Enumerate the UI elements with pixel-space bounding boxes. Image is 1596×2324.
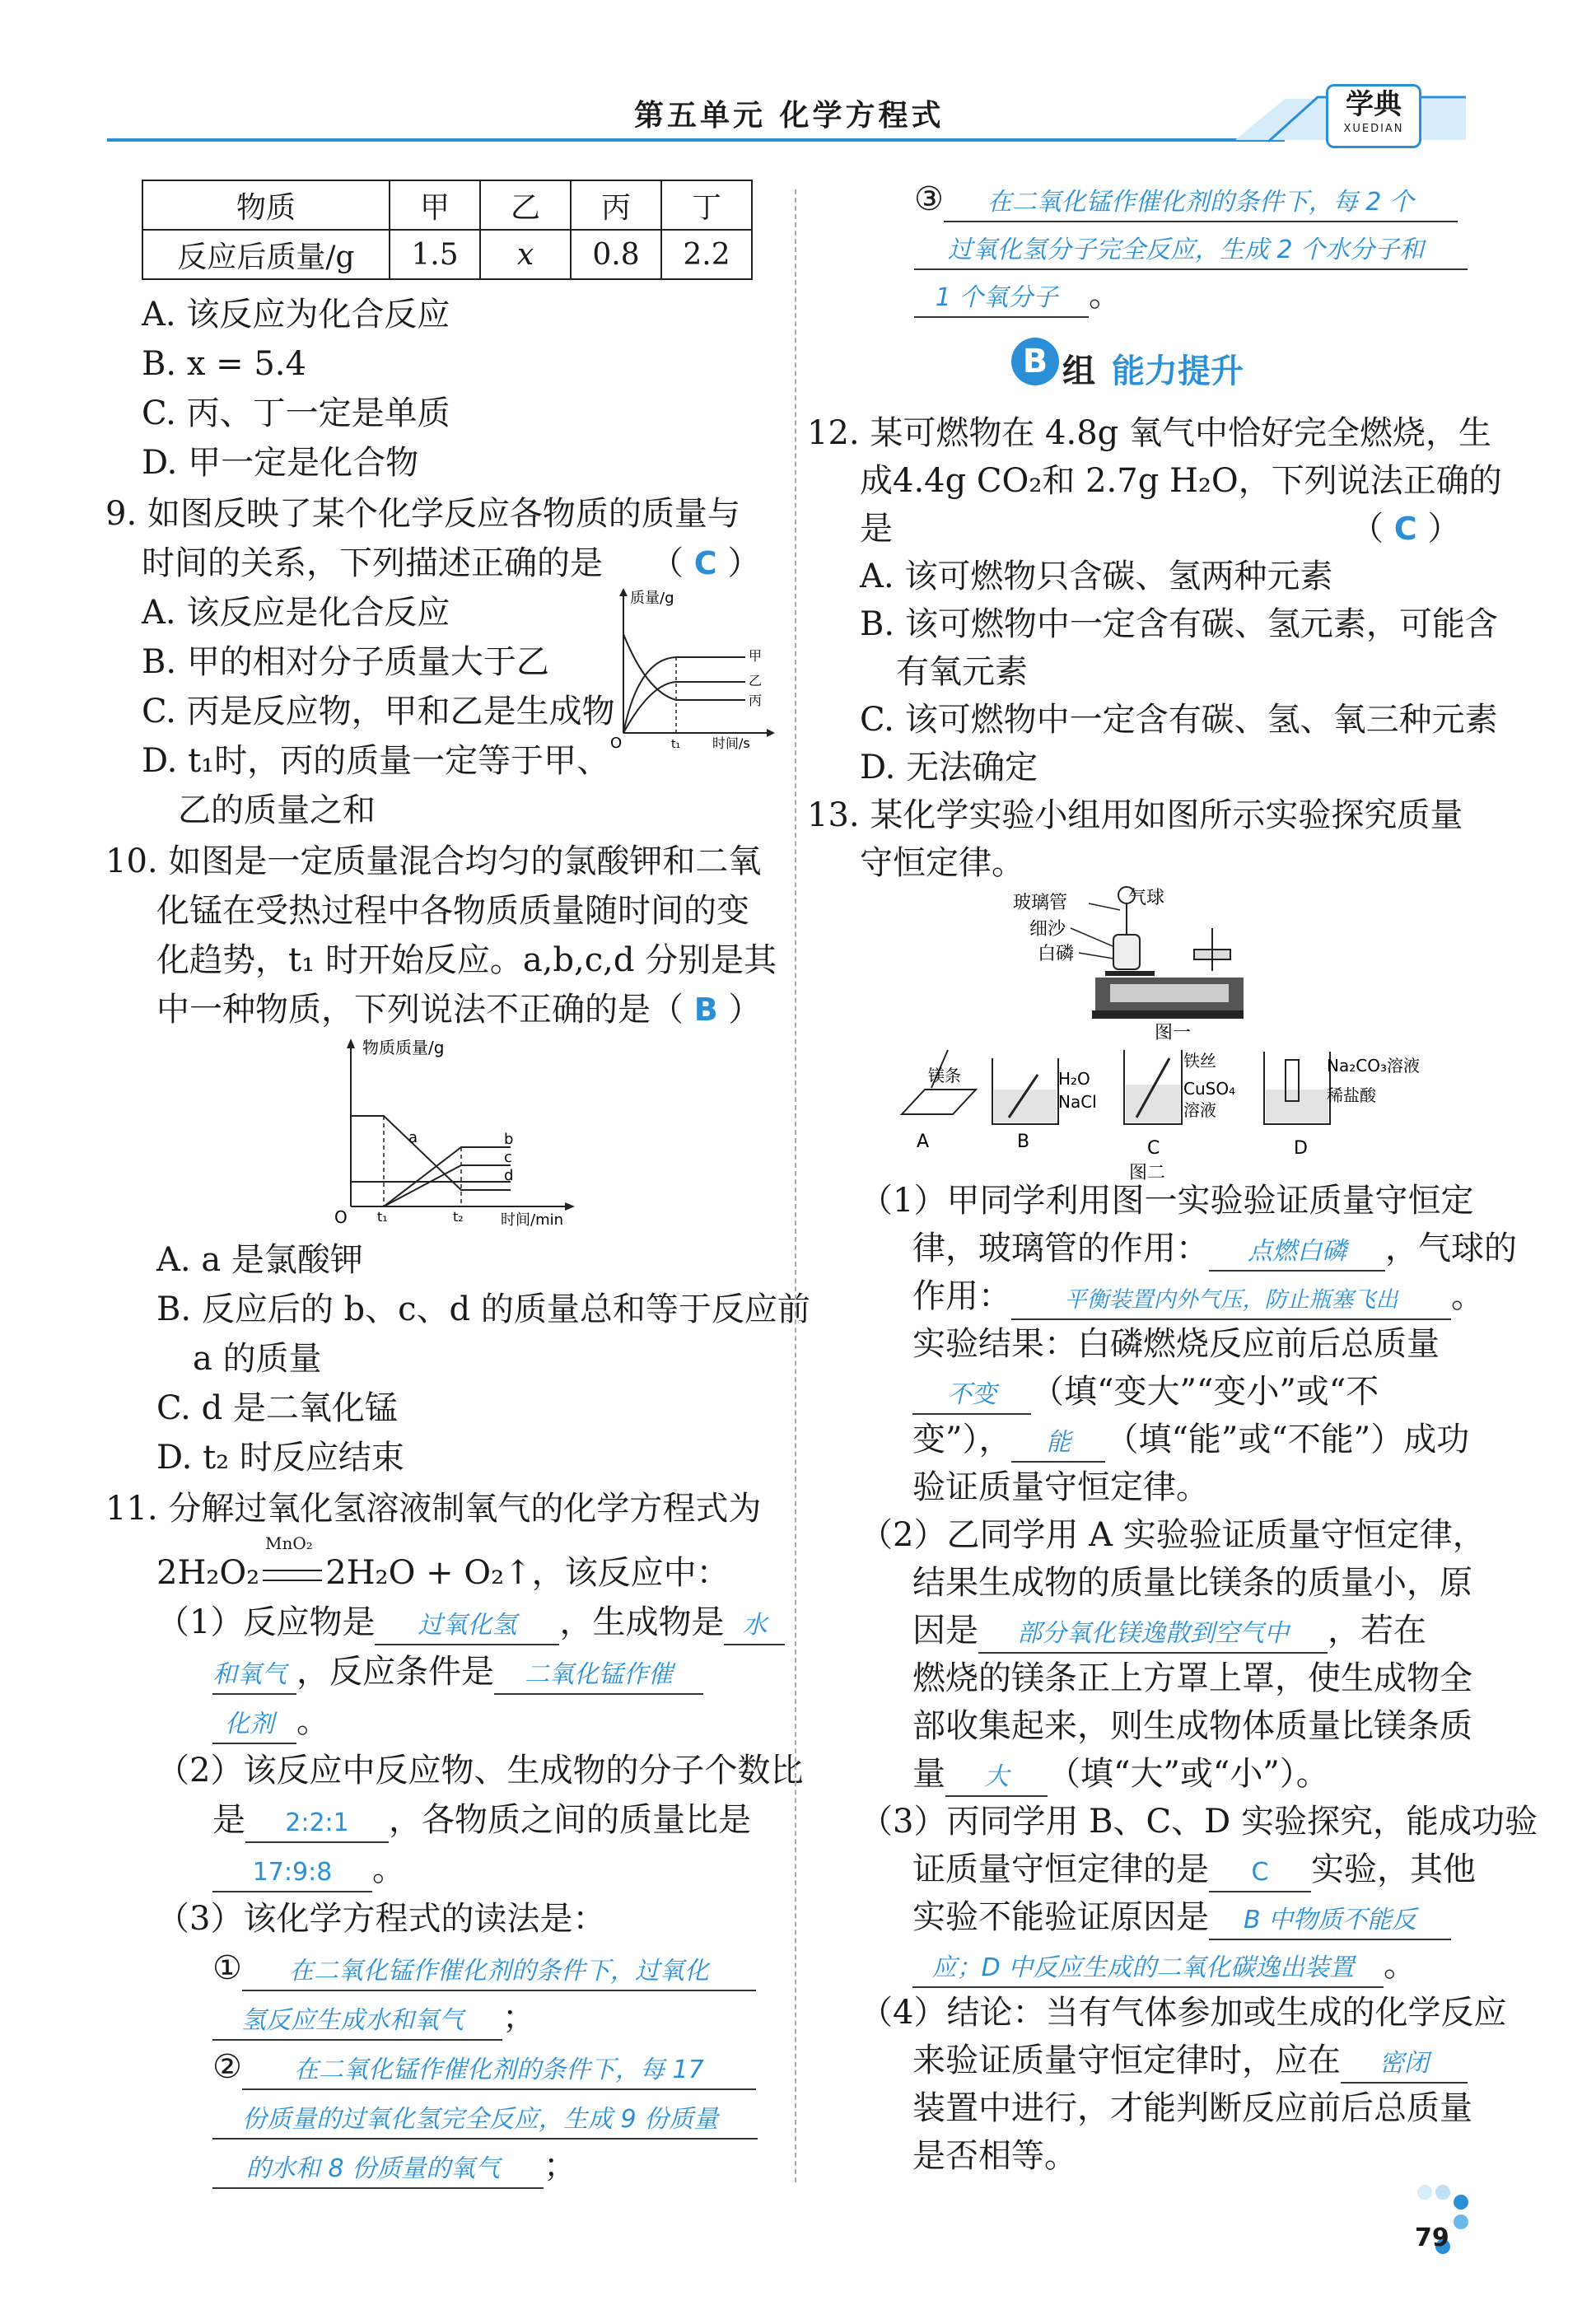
- text: 。: [1089, 276, 1122, 314]
- origin: O: [334, 1207, 348, 1227]
- q12-answer: C: [1393, 511, 1417, 547]
- q11-p2-line1: （2）该反应中反应物、生成物的分子个数比: [156, 1752, 804, 1790]
- xuedian-logo: [1326, 84, 1421, 148]
- q13-p3-line4: [912, 1940, 1416, 1990]
- text: ，反应条件是: [296, 1653, 494, 1691]
- series-bing: [623, 634, 745, 700]
- fig1-caption: 图一: [1155, 1023, 1192, 1042]
- text: ，若在: [1328, 1612, 1426, 1650]
- q11-p3: （3）该化学方程式的读法是：: [156, 1900, 606, 1938]
- text: 来验证质量守恒定律时，应在: [912, 2042, 1341, 2079]
- letter-d: D: [1294, 1138, 1308, 1159]
- table-header-row: [142, 180, 752, 230]
- table-cell: 甲: [390, 180, 480, 230]
- q13-p4-line3: 装置中进行，才能判断反应前后总质量: [912, 2089, 1472, 2127]
- q11-p1-line1: [156, 1598, 785, 1647]
- tick-t1: t₁: [377, 1209, 388, 1225]
- answer-failure-1: B 中物质不能反: [1209, 1902, 1451, 1940]
- label-cuso4: CuSO₄: [1183, 1079, 1236, 1099]
- q9-stem-2: 时间的关系，下列描述正确的是: [142, 544, 603, 582]
- text: ，气球的: [1385, 1230, 1517, 1267]
- text: 变”），: [912, 1421, 1012, 1458]
- text: 实验，其他: [1311, 1850, 1476, 1888]
- q10-option-b-cont: a 的质量: [193, 1340, 322, 1378]
- text: （填“大”或“小”）。: [1048, 1755, 1329, 1793]
- table-cell: 物质: [142, 180, 390, 230]
- answer-condition-2: 化剂: [212, 1706, 296, 1744]
- text: 因是: [912, 1612, 978, 1650]
- answer-reading-3b: 过氧化氢分子完全反应，生成 2 个水分子和: [914, 232, 1468, 270]
- b-group-label: 组: [1062, 352, 1095, 390]
- letter-c: C: [1147, 1138, 1160, 1159]
- label-na2co3: Na₂CO₃溶液: [1327, 1056, 1420, 1076]
- answer-experiment: C: [1209, 1855, 1311, 1892]
- logo-cn: 学典: [1346, 88, 1402, 121]
- table-cell: 0.8: [571, 230, 661, 279]
- text: 律，玻璃管的作用：: [912, 1230, 1209, 1267]
- origin: O: [610, 735, 623, 749]
- logo-en: XUEDIAN: [1343, 123, 1404, 135]
- q11-reading-3b: [914, 222, 1468, 272]
- num: ②: [212, 2048, 242, 2086]
- q13-p1-line6: [912, 1415, 1469, 1464]
- table-cell: 丁: [661, 180, 752, 230]
- answer-molecule-ratio: 2:2:1: [245, 1805, 389, 1843]
- q11-p2-line2: [212, 1795, 751, 1845]
- q13-p1-line1: （1）甲同学利用图一实验验证质量守恒定: [860, 1182, 1474, 1220]
- answer-glass-tube: 点燃白磷: [1209, 1234, 1385, 1272]
- figure-1-balance: [1013, 885, 1244, 1042]
- text: ；: [544, 2147, 576, 2185]
- b-group-badge: B: [1011, 338, 1059, 385]
- table-cell: 2.2: [661, 230, 752, 279]
- q10-answer-paren: [651, 985, 761, 1034]
- table-cell: x: [480, 230, 571, 279]
- q9-option-d-cont: 乙的质量之和: [178, 791, 376, 829]
- text: 。: [372, 1850, 405, 1888]
- q10-option-b: B. 反应后的 b、c、d 的质量总和等于反应前: [156, 1290, 810, 1328]
- q9-answer-paren: [651, 539, 760, 588]
- series-b: [351, 1147, 514, 1206]
- q9-stem-1: 9. 如图反映了某个化学反应各物质的质量与: [105, 495, 740, 533]
- table-cell: 反应后质量/g: [142, 230, 390, 279]
- paren-close: ）: [1427, 510, 1461, 548]
- x-label: 时间/min: [501, 1211, 564, 1229]
- q9-chart: [605, 585, 778, 749]
- tick-t2: t₂: [453, 1209, 464, 1225]
- q10-stem-4: 中一种物质，下列说法不正确的是: [156, 991, 651, 1029]
- answer-reading-1b: 氢反应生成水和氧气: [212, 2003, 502, 2041]
- paren-open: （: [651, 991, 684, 1029]
- q9-answer: C: [693, 545, 717, 581]
- q12-stem-1: 12. 某可燃物在 4.8g 氧气中恰好完全燃烧，生: [807, 414, 1491, 452]
- q8-option-d: D. 甲一定是化合物: [142, 444, 419, 482]
- mass-table: [142, 180, 753, 280]
- q10-option-a: A. a 是氯酸钾: [156, 1241, 363, 1279]
- table-cell: 1.5: [390, 230, 480, 279]
- q11-catalyst: MnO₂: [265, 1533, 313, 1553]
- q11-reading-3a: [914, 175, 1458, 224]
- q8-option-b: B. x = 5.4: [142, 345, 306, 383]
- text: （填“能”或“不能”）成功: [1105, 1421, 1470, 1458]
- q11-reading-1a: [212, 1944, 756, 1993]
- eq-sign: [263, 1570, 322, 1581]
- label-solution: 溶液: [1183, 1100, 1216, 1120]
- text: ，各物质之间的质量比是: [389, 1801, 751, 1839]
- fig2-caption: 图二: [1129, 1163, 1166, 1182]
- answer-reading-2b: 份质量的过氧化氢完全反应，生成 9 份质量: [212, 2102, 758, 2140]
- q13-p3-line3: [912, 1892, 1451, 1942]
- q13-p4-line4: 是否相等。: [912, 2137, 1077, 2175]
- label-a: a: [408, 1129, 418, 1146]
- q11-reading-3c: [914, 270, 1122, 320]
- q13-p1-line5: [912, 1367, 1379, 1416]
- answer-failure-2: 应；D 中反应生成的二氧化碳逸出装置: [912, 1950, 1384, 1988]
- page-number: 79: [1415, 2224, 1449, 2252]
- label-h2o: H₂O: [1058, 1069, 1090, 1089]
- legend-jia: 甲: [749, 648, 763, 664]
- b-group-banner: [1011, 338, 1244, 392]
- text: 作用：: [912, 1277, 1011, 1315]
- label-balloon: 气球: [1128, 888, 1165, 908]
- paren-open: （: [651, 544, 684, 582]
- q13-p1-line7: 验证质量守恒定律。: [912, 1468, 1209, 1506]
- answer-balloon: 平衡装置内外气压，防止瓶塞飞出: [1011, 1282, 1451, 1320]
- letter-a: A: [917, 1132, 930, 1152]
- q13-p1-line3: [912, 1272, 1484, 1321]
- eq-left: 2H₂O₂: [156, 1554, 260, 1592]
- answer-result: 不变: [912, 1377, 1031, 1415]
- label-mg: 镁条: [928, 1066, 961, 1085]
- q13-p4-line2: [912, 2036, 1468, 2085]
- unit-title: 第五单元 化学方程式: [634, 99, 945, 133]
- q13-p2-line1: （2）乙同学用 A 实验验证质量守恒定律，: [860, 1516, 1486, 1554]
- q13-p3-line1: （3）丙同学用 B、C、D 实验探究，能成功验: [860, 1803, 1538, 1841]
- q8-option-c: C. 丙、丁一定是单质: [142, 394, 450, 432]
- answer-mass-ratio: 17:9:8: [212, 1855, 372, 1892]
- q12-option-d: D. 无法确定: [860, 749, 1038, 786]
- q12-answer-paren: [1351, 504, 1460, 553]
- y-label: 物质质量/g: [362, 1038, 445, 1057]
- answer-condition-1: 二氧化锰作催: [494, 1657, 703, 1695]
- text: 。: [1384, 1946, 1416, 1984]
- q8-option-a: A. 该反应为化合反应: [142, 296, 450, 334]
- q12-option-a: A. 该可燃物只含碳、氢两种元素: [860, 558, 1333, 595]
- q13-p4-line1: （4）结论：当有气体参加或生成的化学反应: [860, 1994, 1507, 2032]
- paren-open: （: [1351, 510, 1384, 548]
- b-group-title: 能力提升: [1112, 352, 1244, 390]
- text: ，生成物是: [559, 1603, 725, 1641]
- q13-p1-line2: [912, 1224, 1517, 1273]
- answer-product-1: 水: [724, 1608, 785, 1645]
- answer-sealed: 密闭: [1341, 2046, 1468, 2084]
- table-row: [142, 230, 752, 279]
- eq-right: 2H₂O + O₂↑，该反应中：: [325, 1554, 730, 1592]
- q11-reading-2b: [212, 2092, 758, 2141]
- q13-p1-line4: 实验结果：白磷燃烧反应前后总质量: [912, 1325, 1440, 1363]
- letter-b: B: [1017, 1132, 1030, 1152]
- label-b: b: [504, 1131, 514, 1148]
- q11-equation: [156, 1548, 730, 1598]
- q13-stem-2: 守恒定律。: [860, 844, 1024, 882]
- label-phosphorus: 白磷: [1038, 944, 1075, 964]
- paren-close: ）: [728, 991, 762, 1029]
- text: ；: [502, 1999, 535, 2037]
- label-iron-wire: 铁丝: [1183, 1051, 1216, 1071]
- q13-p2-line5: 部收集起来，则生成物体质量比镁条质: [912, 1707, 1472, 1745]
- q9-option-d: D. t₁时，丙的质量一定等于甲、: [142, 742, 610, 780]
- q10-option-d: D. t₂ 时反应结束: [156, 1439, 404, 1477]
- answer-reading-3c: 1 个氧分子: [914, 280, 1089, 318]
- text: 证质量守恒定律的是: [912, 1850, 1209, 1888]
- label-d: d: [504, 1167, 514, 1184]
- q13-p2-line4: 燃烧的镁条正上方罩上罩，使生成物全: [912, 1659, 1472, 1697]
- q12-stem-2: 成4.4g CO₂和 2.7g H₂O，下列说法正确的: [860, 462, 1502, 500]
- q10-stem-3: 化趋势，t₁ 时开始反应。a,b,c,d 分别是其: [156, 941, 777, 979]
- answer-bigger: 大: [945, 1759, 1048, 1797]
- q11-reading-2c: [212, 2141, 576, 2191]
- q11-p1-line3: [212, 1696, 329, 1746]
- q11-reading-1b: [212, 1993, 535, 2042]
- text: 实验不能验证原因是: [912, 1898, 1209, 1936]
- q13-p2-line2: 结果生成物的质量比镁条的质量小，原: [912, 1564, 1472, 1602]
- x-arrow: [565, 1202, 575, 1211]
- text: 量: [912, 1755, 945, 1793]
- q12-option-b: B. 该可燃物中一定含有碳、氢元素，可能含: [860, 605, 1498, 643]
- label-glass-tube: 玻璃管: [1013, 893, 1068, 913]
- answer-reading-3a: 在二氧化锰作催化剂的条件下，每 2 个: [944, 184, 1458, 222]
- series-a: [351, 1116, 514, 1190]
- q9-option-c: C. 丙是反应物，甲和乙是生成物: [142, 693, 615, 730]
- figure-2-experiments: [885, 1042, 1462, 1182]
- answer-reading-1a: 在二氧化锰作催化剂的条件下，过氧化: [242, 1953, 756, 1991]
- tick-t1: t₁: [671, 738, 681, 749]
- text: 是: [212, 1801, 245, 1839]
- series-jia: [623, 657, 745, 733]
- answer-reading-2a: 在二氧化锰作催化剂的条件下，每 17: [242, 2052, 756, 2090]
- q12-stem-3: 是: [860, 510, 893, 548]
- answer-product-2: 和氧气: [212, 1657, 296, 1695]
- label-c: c: [504, 1149, 512, 1166]
- legend-yi: 乙: [749, 673, 763, 688]
- q11-p1-line2: [212, 1647, 703, 1696]
- q13-p2-line6: [912, 1749, 1329, 1799]
- label-nacl: NaCl: [1058, 1092, 1097, 1112]
- answer-reading-2c: 的水和 8 份质量的氧气: [212, 2151, 544, 2189]
- text: 。: [1451, 1277, 1484, 1315]
- answer-can: 能: [1011, 1425, 1105, 1463]
- q13-p2-line3: [912, 1606, 1426, 1655]
- x-label: 时间/s: [712, 735, 750, 749]
- q12-option-c: C. 该可燃物中一定含有碳、氢、氧三种元素: [860, 701, 1498, 739]
- label-sand: 细沙: [1029, 919, 1066, 940]
- q13-p3-line2: [912, 1845, 1476, 1894]
- q11-reading-2a: [212, 2042, 756, 2092]
- q9-option-b: B. 甲的相对分子质量大于乙: [142, 643, 549, 681]
- q9-option-a: A. 该反应是化合反应: [142, 594, 450, 632]
- series-yi: [623, 682, 745, 733]
- text: 。: [296, 1702, 329, 1740]
- q10-stem-2: 化锰在受热过程中各物质质量随时间的变: [156, 892, 749, 930]
- q11-stem: 11. 分解过氧化氢溶液制氧气的化学方程式为: [105, 1490, 762, 1528]
- q10-option-c: C. d 是二氧化锰: [156, 1389, 398, 1427]
- q10-chart: [329, 1034, 609, 1231]
- y-label: 质量/g: [630, 590, 674, 607]
- num: ③: [914, 180, 944, 218]
- answer-reactant: 过氧化氢: [375, 1608, 559, 1645]
- q13-stem-1: 13. 某化学实验小组用如图所示实验探究质量: [807, 796, 1463, 834]
- q12-option-b-cont: 有氧元素: [896, 653, 1028, 691]
- q10-answer: B: [693, 992, 718, 1028]
- q10-stem-1: 10. 如图是一定质量混合均匀的氯酸钾和二氧: [105, 842, 762, 880]
- y-arrow: [619, 588, 628, 596]
- num: ①: [212, 1949, 242, 1987]
- text: （1）反应物是: [156, 1603, 376, 1641]
- x-arrow: [767, 729, 775, 737]
- paren-close: ）: [727, 544, 761, 582]
- answer-reason: 部分氧化镁逸散到空气中: [978, 1616, 1328, 1654]
- column-divider: [795, 189, 796, 2182]
- table-cell: 乙: [480, 180, 571, 230]
- label-hcl: 稀盐酸: [1327, 1085, 1376, 1105]
- y-arrow: [347, 1038, 355, 1048]
- q11-p2-line3: [212, 1845, 405, 1894]
- text: （填“变大”“变小”或“不: [1031, 1373, 1379, 1411]
- table-cell: 丙: [571, 180, 661, 230]
- legend-bing: 丙: [749, 693, 763, 708]
